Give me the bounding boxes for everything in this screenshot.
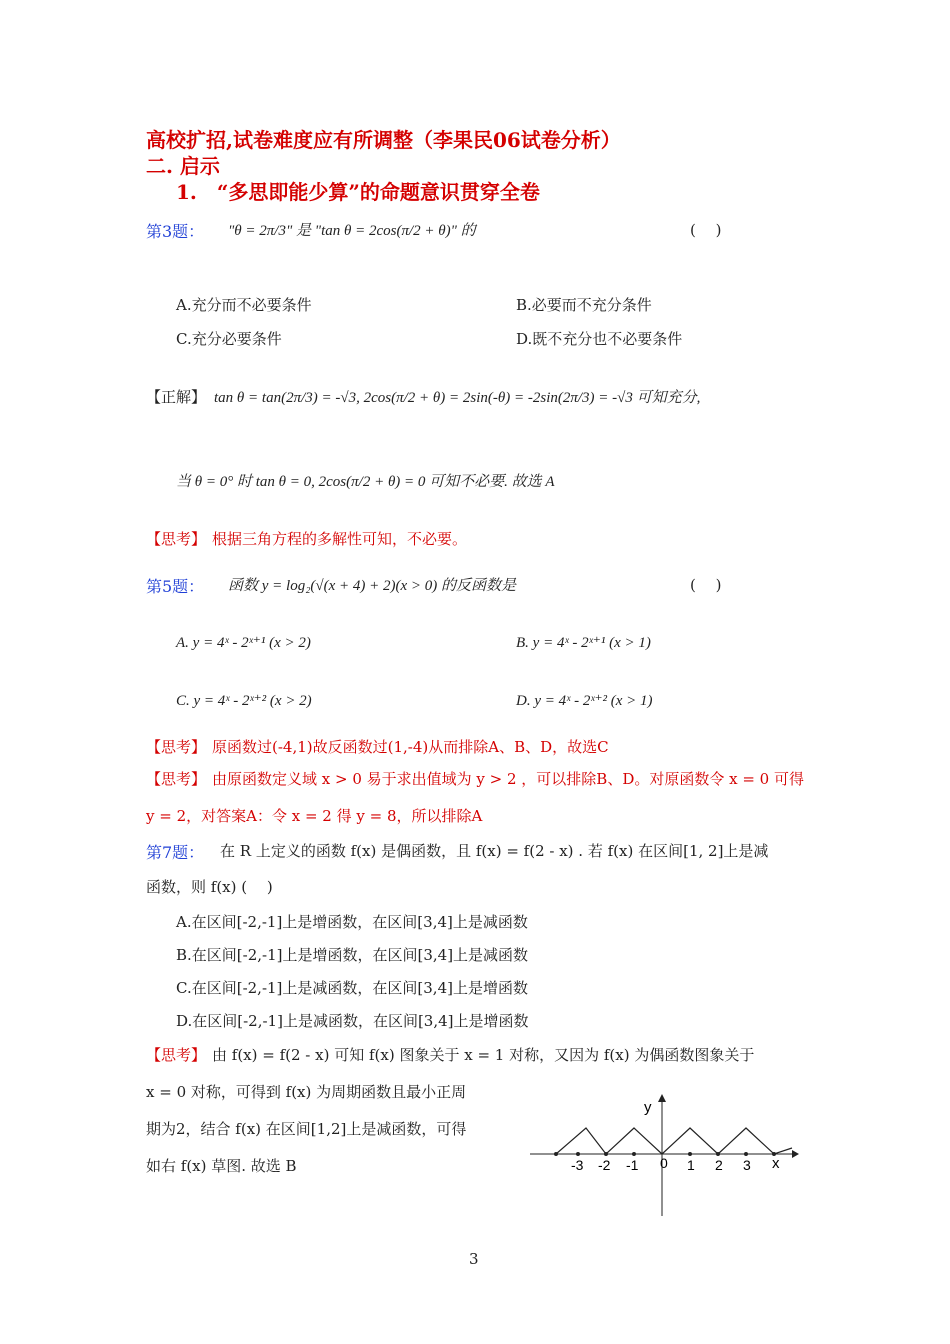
document-title: 高校扩招,试卷难度应有所调整（李果民06试卷分析） <box>146 128 621 152</box>
function-curve <box>556 1128 792 1154</box>
q7-think-tag: 【思考】 <box>146 1046 207 1064</box>
tick-label-3: 3 <box>743 1157 751 1173</box>
q5-option-a: A. y = 4ˣ - 2ˣ⁺¹ (x > 2) <box>176 635 311 651</box>
q3-option-a: A.充分而不必要条件 <box>176 296 312 314</box>
subsection-heading: 1. “多思即能少算”的命题意识贯穿全卷 <box>176 180 540 204</box>
q3-option-b: B.必要而不充分条件 <box>516 296 652 314</box>
y-axis-label: y <box>644 1099 652 1116</box>
q3-stem: "θ = 2π/3" 是 "tan θ = 2cos(π/2 + θ)" 的 <box>228 223 476 239</box>
origin-label: 0 <box>660 1155 668 1171</box>
q7-option-c: C.在区间[-2,-1]上是减函数，在区间[3,4]上是增函数 <box>176 979 528 997</box>
q7-option-b: B.在区间[-2,-1]上是增函数，在区间[3,4]上是减函数 <box>176 946 529 964</box>
x-axis-label: x <box>772 1155 780 1172</box>
page-number: 3 <box>469 1250 479 1268</box>
q5-think1-tag: 【思考】 <box>146 738 207 756</box>
q7-think-line1: 由 f(x) = f(2 - x) 可知 f(x) 图象关于 x = 1 对称，又因为 f(x) 为偶函数图象关于 <box>212 1046 755 1064</box>
q7-think-line2: x = 0 对称，可得到 f(x) 为周期函数且最小正周 <box>146 1083 467 1101</box>
q7-think-line4: 如右 f(x) 草图. 故选 B <box>146 1157 297 1175</box>
q5-stem: 函数 y = log₂(√(x + 4) + 2)(x > 0) 的反函数是 <box>228 578 517 594</box>
q3-label: 第3题： <box>146 222 205 241</box>
q3-solution-line2: 当 θ = 0° 时 tan θ = 0, 2cos(π/2 + θ) = 0 可知不必要. 故选 A <box>176 474 555 490</box>
tick-label-neg3: -3 <box>571 1157 584 1173</box>
tick-label-neg2: -2 <box>598 1157 611 1173</box>
q3-solution-line1: tan θ = tan(2π/3) = -√3, 2cos(π/2 + θ) = 2sin(-θ) = -2sin(2π/3) = -√3 可知充分, <box>214 390 701 406</box>
q7-option-a: A.在区间[-2,-1]上是增函数，在区间[3,4]上是减函数 <box>176 913 528 931</box>
q5-bracket: ( ) <box>690 576 722 594</box>
periodic-function-graph <box>520 1090 800 1220</box>
tick-label-2: 2 <box>715 1157 723 1173</box>
q5-think1-text: 原函数过(-4,1)故反函数过(1,-4)从而排除A、B、D，故选C <box>212 738 609 756</box>
q5-think2-text: 由原函数定义域 x > 0 易于求出值域为 y > 2 ，可以排除B、D。对原函数令 x = 0 可得 <box>212 770 804 788</box>
tick-label-neg1: -1 <box>626 1157 639 1173</box>
y-axis-arrow-icon <box>658 1094 666 1102</box>
tick-label-1: 1 <box>687 1157 695 1173</box>
q7-stem-line2: 函数，则 f(x) ( ) <box>146 878 273 896</box>
q7-stem-line1: 在 R 上定义的函数 f(x) 是偶函数，且 f(x) = f(2 - x) . 若 f(x) 在区间[1, 2]上是减 <box>220 842 769 860</box>
q5-label: 第5题： <box>146 577 205 596</box>
section-heading: 二. 启示 <box>146 154 220 178</box>
q3-think-text: 根据三角方程的多解性可知，不必要。 <box>212 530 468 548</box>
q3-think-tag: 【思考】 <box>146 530 207 548</box>
q5-option-c: C. y = 4ˣ - 2ˣ⁺² (x > 2) <box>176 693 312 709</box>
q7-think-line3: 期为2，结合 f(x) 在区间[1,2]上是减函数，可得 <box>146 1120 467 1138</box>
q5-option-b: B. y = 4ˣ - 2ˣ⁺¹ (x > 1) <box>516 635 651 651</box>
q7-label: 第7题： <box>146 843 205 862</box>
q3-option-c: C.充分必要条件 <box>176 330 282 348</box>
q5-think2-text-cont: y = 2，对答案A：令 x = 2 得 y = 8，所以排除A <box>146 807 483 825</box>
q3-bracket: ( ) <box>690 221 722 239</box>
q5-option-d: D. y = 4ˣ - 2ˣ⁺² (x > 1) <box>516 693 653 709</box>
q7-option-d: D.在区间[-2,-1]上是减函数，在区间[3,4]上是增函数 <box>176 1012 529 1030</box>
q3-solution-tag: 【正解】 <box>146 388 207 406</box>
q3-option-d: D.既不充分也不必要条件 <box>516 330 683 348</box>
q5-think2-tag: 【思考】 <box>146 770 207 788</box>
x-axis-arrow-icon <box>792 1150 799 1158</box>
